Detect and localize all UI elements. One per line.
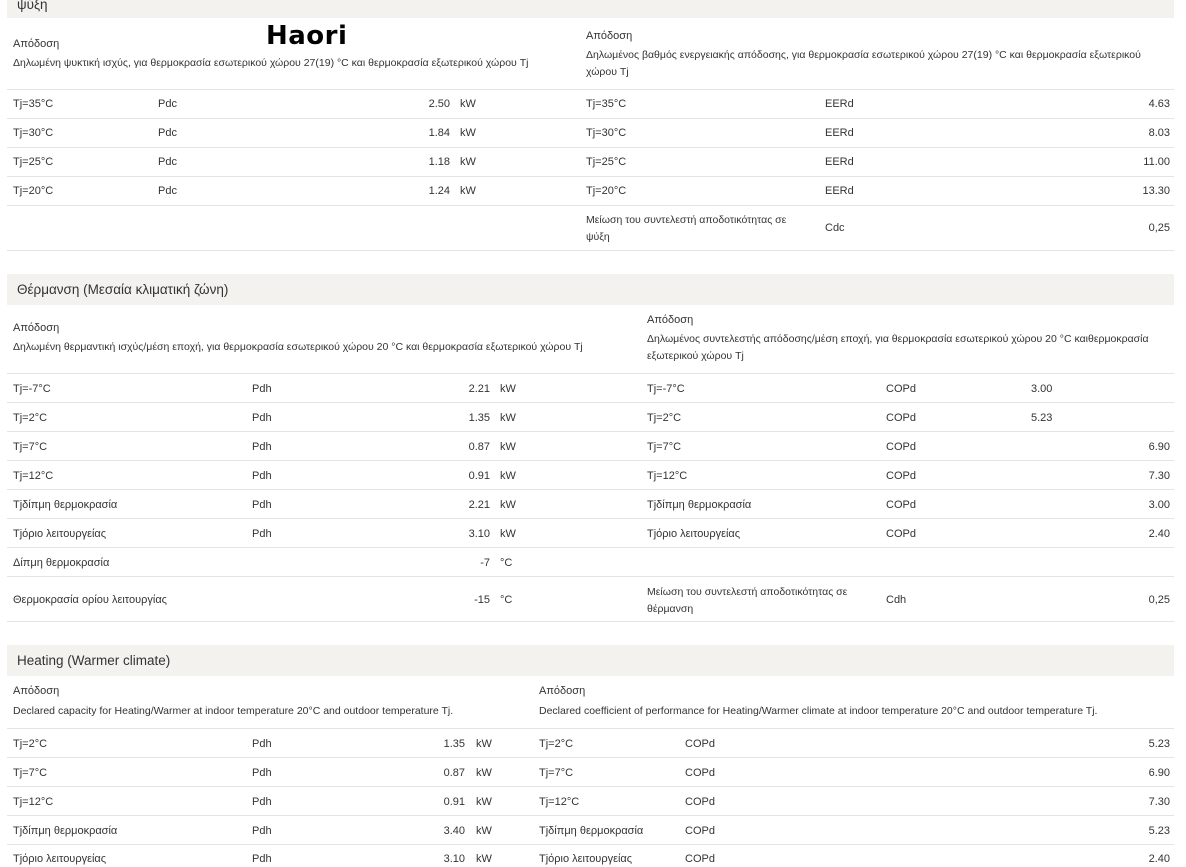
cooling-section-title: ψύξη [17,0,48,12]
row-symbol: COPd [886,441,916,453]
row-unit: °C [500,594,513,606]
row-unit: kW [500,499,516,511]
row-symbol: Pdc [158,127,177,139]
row-tj: Tj=12°C [539,796,580,808]
row-tj: Tjδίπμη θερμοκρασία [13,825,118,837]
row-mid-value: 3.00 [1031,383,1053,395]
row-unit: kW [476,767,492,779]
row-tj: Tjδίπμη θερμοκρασία [539,825,644,837]
row-value: -15 [474,594,490,606]
row-tj: Tj=12°C [13,470,54,482]
row-tj: Tjόριο λειτουργείας [647,528,741,540]
row-tj: Tj=7°C [647,441,682,453]
row-tj: Tj=7°C [13,767,48,779]
row-tj: Tj=7°C [539,767,574,779]
cooling-left-desc: Δηλωμένη ψυκτική ισχύς, για θερμοκρασία εσωτερικού χώρου 27(19) °C και θερμοκρασία εξωτερικού χώρου Tj [13,57,529,69]
row-symbol: Pdc [158,156,177,168]
row-tj: Tjόριο λειτουργείας [13,528,107,540]
row-value: 3.10 [443,853,465,865]
row-tj: Tj=25°C [586,156,627,168]
row-value: 7.30 [1148,796,1170,808]
row-value: 7.30 [1148,470,1170,482]
row-tj: Tj=35°C [13,98,54,110]
heating-avg-left-label: Απόδοση [13,322,60,334]
row-unit: kW [460,98,476,110]
row-symbol: COPd [886,383,916,395]
row-value: 3.40 [443,825,465,837]
row-value: 1.24 [428,185,450,197]
brand-logo: Haori [266,21,348,51]
row-value: 1.84 [428,127,450,139]
row-value: 1.35 [468,412,490,424]
row-tj: Tj=2°C [539,738,574,750]
row-value: 0.91 [443,796,465,808]
cooling-section-header [7,0,1174,18]
row-tj: Tj=2°C [13,412,48,424]
degradation-label: Μείωση του συντελεστή αποδοτικότητας σε θέρμανση [647,586,848,615]
heating-warm-right-label: Απόδοση [539,685,586,697]
row-value: 2.21 [468,383,490,395]
row-tj: Tj=35°C [586,98,627,110]
row-value: 2.50 [428,98,450,110]
row-value: 8.03 [1148,127,1170,139]
row-value: 1.35 [443,738,465,750]
row-symbol: Pdh [252,796,272,808]
row-value: 0.91 [468,470,490,482]
cooling-left-label: Απόδοση [13,38,60,50]
row-unit: kW [460,127,476,139]
row-tj: Tj=-7°C [13,383,51,395]
row-symbol: Pdh [252,853,272,865]
heating-avg-right-desc: Δηλωμένος συντελεστής απόδοσης/μέση εποχή, για θερμοκρασία εσωτερικού χώρου 20 °C καιθερμοκρασία εξωτερικού χώρου Tj [647,333,1149,362]
row-symbol: Pdh [252,383,272,395]
row-unit: kW [476,796,492,808]
heating-warm-section-header [7,645,1174,676]
heating-avg-right-label: Απόδοση [647,314,694,326]
row-symbol: COPd [685,738,715,750]
row-tj: Tjόριο λειτουργείας [13,853,107,865]
row-tj: Tj=7°C [13,441,48,453]
row-symbol: COPd [886,470,916,482]
heating-avg-section-title: Θέρμανση (Μεσαία κλιματική ζώνη) [17,282,229,297]
row-symbol: Pdh [252,470,272,482]
row-symbol: COPd [685,853,715,865]
row-tj: Tj=20°C [13,185,54,197]
row-value: 0.87 [468,441,490,453]
row-tj: Tj=30°C [586,127,627,139]
row-value: 2.40 [1148,528,1170,540]
row-value: 5.23 [1148,825,1170,837]
heating-warm-left-label: Απόδοση [13,685,60,697]
row-value: 2.40 [1148,853,1170,865]
row-symbol: Pdh [252,499,272,511]
row-tj: Tj=2°C [13,738,48,750]
row-tj: Tj=12°C [13,796,54,808]
row-unit: kW [476,738,492,750]
row-symbol: EERd [825,185,854,197]
row-tj: Tjδίπμη θερμοκρασία [13,499,118,511]
row-tj: Tj=30°C [13,127,54,139]
cooling-right-desc: Δηλωμένος βαθμός ενεργειακής απόδοσης, για θερμοκρασία εσωτερικού χώρου 27(19) °C και θερμοκρασία εξωτερικού χώρου Tj [586,49,1141,78]
row-symbol: EERd [825,127,854,139]
degradation-symbol: Cdc [825,222,845,234]
heating-warm-left-desc: Declared capacity for Heating/Warmer at indoor temperature 20°C and outdoor temperature Tj. [13,705,454,717]
row-value: 5.23 [1148,738,1170,750]
heating-avg-section-header [7,274,1174,305]
heating-warm-section-title: Heating (Warmer climate) [17,653,171,668]
row-tj: Tj=25°C [13,156,54,168]
row-unit: kW [500,528,516,540]
row-value: 2.21 [468,499,490,511]
row-symbol: COPd [685,767,715,779]
row-unit: kW [476,825,492,837]
heating-avg-left-desc: Δηλωμένη θερμαντική ισχύς/μέση εποχή, για θερμοκρασία εσωτερικού χώρου 20 °C και θερμοκρασία εξωτερικού χώρου Tj [13,341,583,353]
row-value: 11.00 [1143,156,1170,168]
heating-warm-right-desc: Declared coefficient of performance for Heating/Warmer climate at indoor temperature 20°C and outdoor temperature Tj. [539,705,1098,717]
row-symbol: Pdh [252,412,272,424]
row-symbol: Pdh [252,528,272,540]
row-tj: Θερμοκρασία ορίου λειτουργίας [13,594,167,606]
row-value: 4.63 [1148,98,1170,110]
row-tj: Tj=2°C [647,412,682,424]
row-unit: kW [500,412,516,424]
row-tj: Tj=-7°C [647,383,685,395]
row-tj: Tjόριο λειτουργείας [539,853,633,865]
row-value: 1.18 [428,156,450,168]
cooling-right-label: Απόδοση [586,30,633,42]
row-value: 3.10 [468,528,490,540]
row-unit: °C [500,557,513,569]
row-value: 3.00 [1148,499,1170,511]
row-symbol: Pdh [252,441,272,453]
row-unit: kW [460,156,476,168]
row-unit: kW [476,853,492,865]
row-value: 13.30 [1142,185,1170,197]
degradation-label: Μείωση του συντελεστή αποδοτικότητας σε ψύξη [586,214,787,243]
row-symbol: Pdc [158,185,177,197]
row-mid-value: 5.23 [1031,412,1053,424]
row-symbol: EERd [825,98,854,110]
row-symbol: COPd [886,412,916,424]
row-tj: Tjδίπμη θερμοκρασία [647,499,752,511]
degradation-symbol: Cdh [886,594,907,606]
degradation-value: 0,25 [1148,594,1170,606]
row-value: -7 [480,557,490,569]
row-value: 6.90 [1148,441,1170,453]
row-symbol: COPd [886,528,916,540]
row-value: 0.87 [443,767,465,779]
row-tj: Tj=20°C [586,185,627,197]
row-tj: Δίπμη θερμοκρασία [13,557,110,569]
row-tj: Tj=12°C [647,470,688,482]
row-unit: kW [500,441,516,453]
row-symbol: COPd [886,499,916,511]
row-symbol: Pdh [252,767,272,779]
row-unit: kW [500,470,516,482]
row-value: 6.90 [1148,767,1170,779]
row-symbol: COPd [685,796,715,808]
row-symbol: EERd [825,156,854,168]
row-unit: kW [500,383,516,395]
row-unit: kW [460,185,476,197]
row-symbol: Pdh [252,738,272,750]
row-symbol: Pdh [252,825,272,837]
row-symbol: COPd [685,825,715,837]
row-symbol: Pdc [158,98,177,110]
degradation-value: 0,25 [1148,222,1170,234]
